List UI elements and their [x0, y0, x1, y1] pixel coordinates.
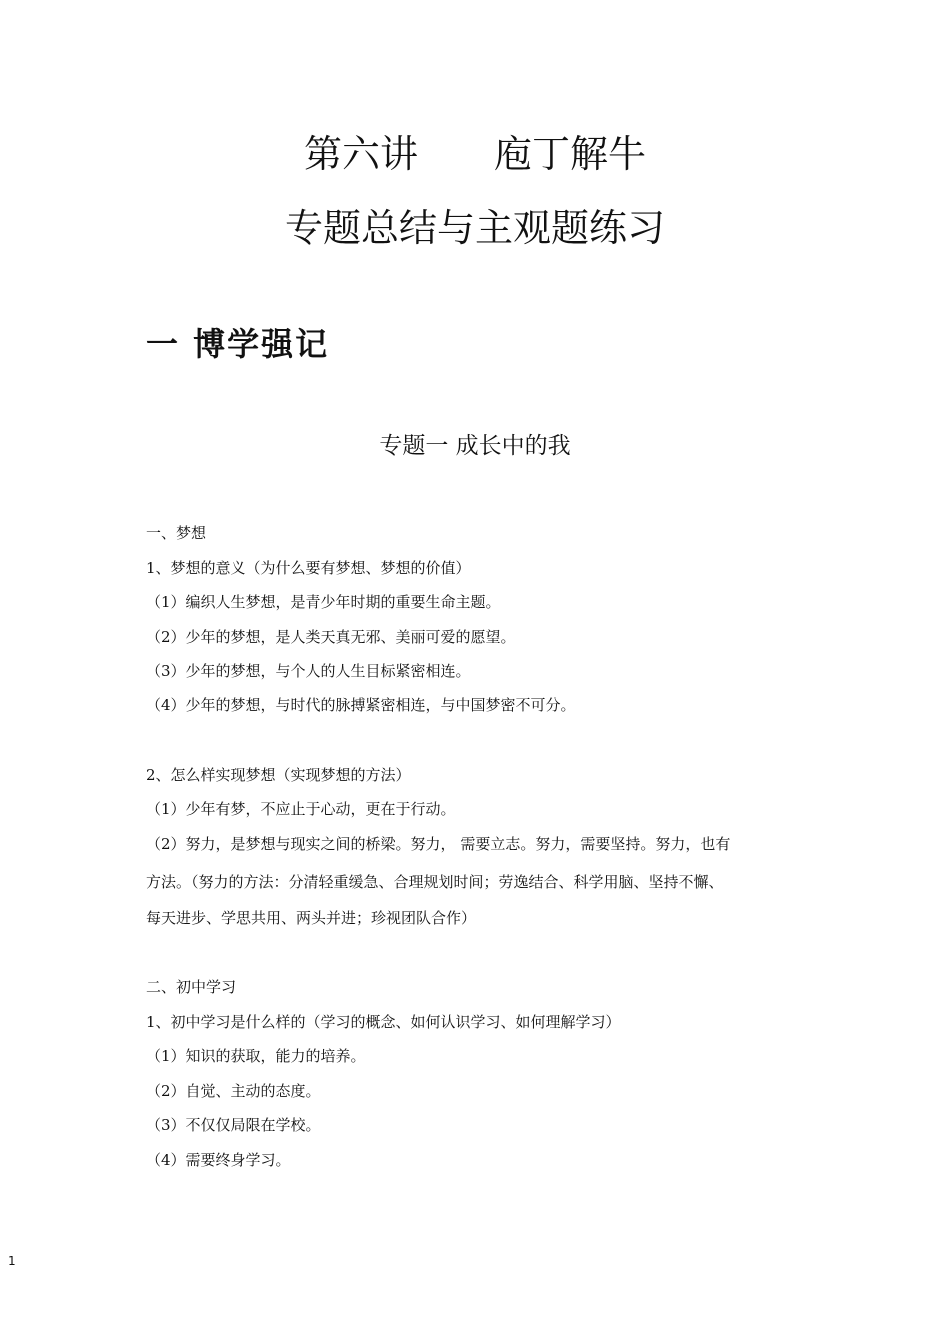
text-line: （1）知识的获取，能力的培养。: [146, 1047, 366, 1065]
study-definition-heading: 1、初中学习是什么样的（学习的概念、如何认识学习、如何理解学习）: [146, 1013, 621, 1031]
text-line: （3）少年的梦想，与个人的人生目标紧密相连。: [146, 662, 471, 680]
text-line: （1）少年有梦，不应止于心动，更在于行动。: [146, 800, 456, 818]
text-line: （2）少年的梦想，是人类天真无邪、美丽可爱的愿望。: [146, 628, 516, 646]
dream-method-heading: 2、怎么样实现梦想（实现梦想的方法）: [146, 766, 411, 784]
text-line: 方法。（努力的方法：分清轻重缓急、合理规划时间；劳逸结合、科学用脑、坚持不懈、: [146, 873, 724, 891]
lecture-title: 第六讲 庖丁解牛: [303, 132, 646, 176]
text-line: 每天进步、学思共用、两头并进；珍视团队合作）: [146, 909, 477, 927]
section-heading: 一 博学强记: [146, 325, 330, 363]
topic-heading: 专题一 成长中的我: [379, 433, 571, 459]
text-line: （4）需要终身学习。: [146, 1151, 291, 1169]
text-line: （1）编织人生梦想，是青少年时期的重要生命主题。: [146, 593, 501, 611]
heading-dream: 一、梦想: [146, 524, 207, 542]
text-line: （2）努力，是梦想与现实之间的桥梁。努力， 需要立志。努力，需要坚持。努力，也有: [146, 835, 731, 853]
text-line: （4）少年的梦想，与时代的脉搏紧密相连，与中国梦密不可分。: [146, 696, 576, 714]
text-line: （3）不仅仅局限在学校。: [146, 1116, 321, 1134]
lecture-subtitle: 专题总结与主观题练习: [284, 206, 665, 250]
text-line: （2）自觉、主动的态度。: [146, 1082, 321, 1100]
heading-junior-study: 二、初中学习: [146, 978, 237, 996]
page-number: 1: [8, 1254, 16, 1268]
dream-meaning-heading: 1、梦想的意义（为什么要有梦想、梦想的价值）: [146, 559, 471, 577]
